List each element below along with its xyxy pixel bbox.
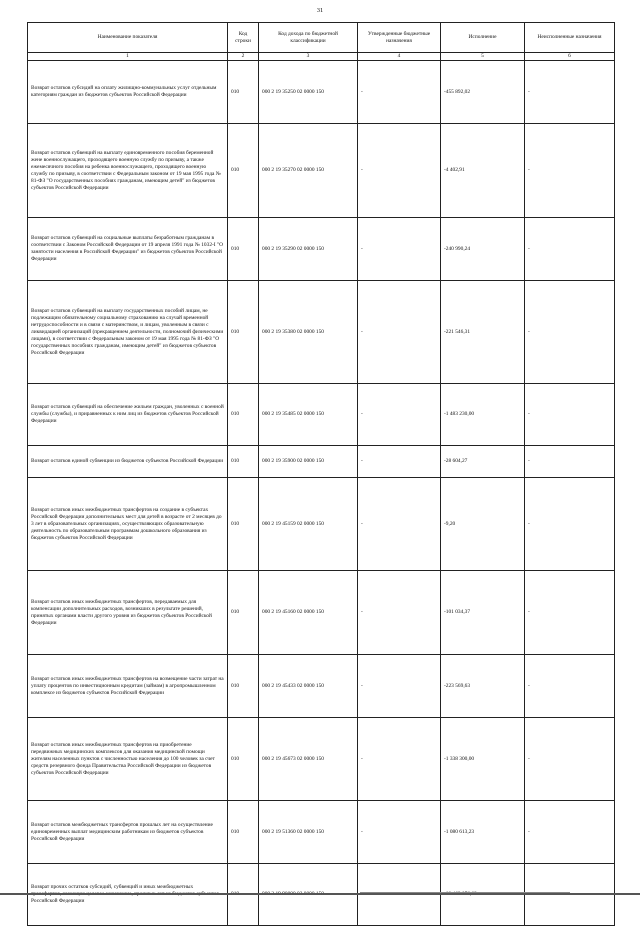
footer-divider bbox=[0, 893, 640, 895]
row-kbk: 000 2 19 45433 02 0000 150 bbox=[259, 655, 358, 718]
row-unexecuted: - bbox=[525, 281, 615, 384]
column-number: 5 bbox=[441, 53, 525, 61]
row-code: 010 bbox=[228, 61, 259, 124]
row-execution: -1 338 300,00 bbox=[441, 718, 525, 801]
row-execution: -1 080 613,23 bbox=[441, 801, 525, 864]
column-number: 1 bbox=[28, 53, 228, 61]
table-row bbox=[28, 124, 615, 218]
table-row bbox=[28, 384, 615, 446]
row-kbk: 000 2 19 35270 02 0000 150 bbox=[259, 124, 358, 218]
header-execution: Исполнение bbox=[441, 23, 525, 53]
header-code: Код строки bbox=[228, 23, 259, 53]
row-execution: -1 483 230,00 bbox=[441, 384, 525, 446]
row-unexecuted: - bbox=[525, 571, 615, 655]
row-unexecuted: - bbox=[525, 655, 615, 718]
row-code: 010 bbox=[228, 571, 259, 655]
row-unexecuted: - bbox=[525, 801, 615, 864]
row-code: 010 bbox=[228, 446, 259, 478]
row-execution: -223 569,63 bbox=[441, 655, 525, 718]
row-kbk: 000 2 19 45673 02 0000 150 bbox=[259, 718, 358, 801]
column-number: 3 bbox=[259, 53, 358, 61]
header-approved: Утвержденные бюджетные назначения bbox=[358, 23, 441, 53]
row-unexecuted: - bbox=[525, 218, 615, 281]
row-execution: -9,20 bbox=[441, 478, 525, 571]
row-code: 010 bbox=[228, 218, 259, 281]
table-row bbox=[28, 718, 615, 801]
row-approved: - bbox=[358, 124, 441, 218]
row-approved: - bbox=[358, 61, 441, 124]
header-unexecuted: Неисполненные назначения bbox=[525, 23, 615, 53]
row-name: Возврат остатков субвенций на выплату единовременного пособия беременной жене военнослужащего, проходящего военную службу по призыву, а также ежемесячного пособия на ребенка военнослужащего, проходящего военную службу по призыву, в соответствии с Федеральным законом от 19 мая 1995 года № 81-ФЗ "О государственных пособиях гражданам, имеющим детей" из бюджетов субъектов Российской Федерации bbox=[28, 124, 228, 218]
table-row bbox=[28, 478, 615, 571]
row-kbk: 000 2 19 35485 02 0000 150 bbox=[259, 384, 358, 446]
row-unexecuted: - bbox=[525, 446, 615, 478]
row-kbk: 000 2 19 35250 02 0000 150 bbox=[259, 61, 358, 124]
row-code: 010 bbox=[228, 655, 259, 718]
row-approved: - bbox=[358, 478, 441, 571]
row-approved: - bbox=[358, 718, 441, 801]
row-unexecuted: - bbox=[525, 384, 615, 446]
row-kbk: 000 2 19 45160 02 0000 150 bbox=[259, 571, 358, 655]
row-name: Возврат остатков субсидий на оплату жилищно-коммунальных услуг отдельным категориям граждан из бюджетов субъектов Российской Федерации bbox=[28, 61, 228, 124]
row-kbk: 000 2 19 51360 02 0000 150 bbox=[259, 801, 358, 864]
table-row bbox=[28, 61, 615, 124]
table-row bbox=[28, 281, 615, 384]
row-execution: -4 402,91 bbox=[441, 124, 525, 218]
column-number-row bbox=[28, 53, 615, 61]
row-unexecuted: - bbox=[525, 478, 615, 571]
table-row bbox=[28, 446, 615, 478]
table-row bbox=[28, 801, 615, 864]
report-table bbox=[27, 22, 615, 926]
row-kbk: 000 2 19 35290 02 0000 150 bbox=[259, 218, 358, 281]
row-name: Возврат прочих остатков субсидий, субвенций и иных межбюджетных Российской Федерации bbox=[28, 864, 228, 926]
table-body bbox=[28, 61, 615, 926]
row-name: Возврат остатков иных межбюджетных трансфертов на создание в субъектах Российской Федерации дополнительных мест для детей в возрасте от 2 месяцев до 3 лет в образовательных организациях, осуществляющих образовательную деятельность по образовательным программам дошкольного образования из бюджетов субъектов Российской Федерации bbox=[28, 478, 228, 571]
row-name: Возврат остатков иных межбюджетных трансфертов на возмещение части затрат на уплату процентов по инвестиционным кредитам (займам) в агропромышленном комплексе из бюджетов субъектов Российской Федерации bbox=[28, 655, 228, 718]
row-execution: -455 892,02 bbox=[441, 61, 525, 124]
page-number: 31 bbox=[316, 7, 324, 14]
row-code: 010 bbox=[228, 801, 259, 864]
row-name: Возврат остатков межбюджетных трансфертов прошлых лет на осуществление единовременных выплат медицинским работникам из бюджетов субъектов Российской Федерации bbox=[28, 801, 228, 864]
table-row bbox=[28, 655, 615, 718]
row-approved: - bbox=[358, 446, 441, 478]
row-name: Возврат остатков субвенций на обеспечение жильем граждан, уволенных с военной службы (службы), и приравненных к ним лиц из бюджетов субъектов Российской Федерации bbox=[28, 384, 228, 446]
row-unexecuted: - bbox=[525, 61, 615, 124]
row-approved: - bbox=[358, 801, 441, 864]
row-code: 010 bbox=[228, 384, 259, 446]
footer-divider-secondary bbox=[360, 892, 570, 893]
header-row bbox=[28, 23, 615, 53]
row-code: 010 bbox=[228, 478, 259, 571]
row-kbk: 000 2 19 45159 02 0000 150 bbox=[259, 478, 358, 571]
column-number: 2 bbox=[228, 53, 259, 61]
row-approved: - bbox=[358, 281, 441, 384]
row-name: Возврат остатков субвенций на выплату государственных пособий лицам, не подлежащим обязательному социальному страхованию на случай временной нетрудоспособности и в связи с материнством, и лицам, уволенным в связи с ликвидацией организаций (прекращением деятельности, полномочий физическими лицами), в соответствии с Федеральным законом от 19 мая 1995 года № 81-ФЗ "О государственных пособиях гражданам, имеющим детей" из бюджетов субъектов Российской Федерации bbox=[28, 281, 228, 384]
row-name: Возврат остатков единой субвенции из бюджетов субъектов Российской Федерации bbox=[28, 446, 228, 478]
row-execution: -28 604,27 bbox=[441, 446, 525, 478]
column-number: 6 bbox=[525, 53, 615, 61]
row-kbk: 000 2 19 35380 02 0000 150 bbox=[259, 281, 358, 384]
row-kbk: 000 2 19 35900 02 0000 150 bbox=[259, 446, 358, 478]
row-code: 010 bbox=[228, 281, 259, 384]
table-row bbox=[28, 571, 615, 655]
row-approved: - bbox=[358, 218, 441, 281]
row-name: Возврат остатков иных межбюджетных трансфертов, передаваемых для компенсации дополнительных расходов, возникших в результате решений, принятых органами власти другого уровня из бюджетов субъектов Российской Федерации bbox=[28, 571, 228, 655]
column-number: 4 bbox=[358, 53, 441, 61]
row-name: Возврат остатков иных межбюджетных трансфертов на приобретение передвижных медицинских комплексов для оказания медицинской помощи жителям населенных пунктов с численностью населения до 100 человек за счет средств резервного фонда Правительства Российской Федерации из бюджетов субъектов Российской Федерации bbox=[28, 718, 228, 801]
header-name: Наименование показателя bbox=[28, 23, 228, 53]
row-execution: -240 990,24 bbox=[441, 218, 525, 281]
row-unexecuted: - bbox=[525, 124, 615, 218]
table-row bbox=[28, 218, 615, 281]
row-name: Возврат остатков субвенций на социальные выплаты безработным гражданам в соответствии с Законом Российской Федерации от 19 апреля 1991 года № 1032-I "О занятости населения в Российской Федерации" из бюджетов субъектов Российской Федерации bbox=[28, 218, 228, 281]
row-approved: - bbox=[358, 655, 441, 718]
row-execution: -221 546,31 bbox=[441, 281, 525, 384]
header-kbk: Код дохода по бюджетной классификации bbox=[259, 23, 358, 53]
row-code: 010 bbox=[228, 718, 259, 801]
row-execution: -101 034,37 bbox=[441, 571, 525, 655]
row-code: 010 bbox=[228, 124, 259, 218]
row-approved: - bbox=[358, 384, 441, 446]
row-approved: - bbox=[358, 571, 441, 655]
row-unexecuted: - bbox=[525, 718, 615, 801]
